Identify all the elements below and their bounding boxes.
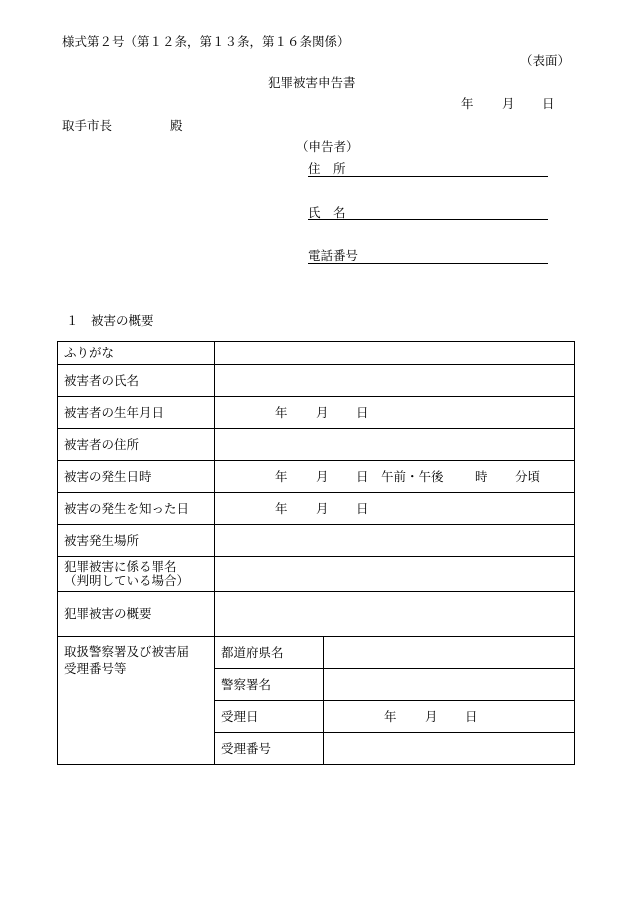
date-year-label: 年: [461, 96, 474, 111]
police-label-line1: 取扱警察署及び被害届: [64, 644, 190, 659]
table-row: [58, 525, 575, 557]
year-unit: 年: [384, 708, 397, 724]
table-row: [58, 461, 575, 493]
row-label: 被害者の住所: [58, 429, 215, 461]
row-label: 犯罪被害の概要: [58, 592, 215, 637]
station-field[interactable]: [324, 669, 575, 701]
receipt-number-field[interactable]: [324, 733, 575, 765]
sub-label: 受理番号: [215, 733, 324, 765]
table-row: [58, 342, 575, 365]
month-unit: 月: [316, 404, 329, 420]
row-label: [58, 637, 215, 765]
row-label: 被害者の氏名: [58, 365, 215, 397]
section-heading: １ 被害の概要: [66, 313, 154, 328]
table-row: [58, 592, 575, 637]
applicant-phone-line[interactable]: [308, 263, 548, 264]
form-no: 様式第２号（第１２条，第１３条，第１６条関係）: [62, 34, 350, 49]
prefecture-field[interactable]: [324, 637, 575, 669]
row-label: 被害の発生日時: [58, 461, 215, 493]
hour-unit: 時: [475, 468, 488, 484]
table-row: [58, 637, 575, 669]
date-month-label: 月: [502, 96, 515, 111]
applicant-address-label: 住 所: [308, 161, 346, 176]
furigana-field[interactable]: [215, 342, 575, 365]
day-unit: 日: [356, 468, 369, 484]
table-row: [58, 397, 575, 429]
day-unit: 日: [356, 404, 369, 420]
row-label: 被害者の生年月日: [58, 397, 215, 429]
minute-unit: 分頃: [515, 468, 541, 484]
table-row: [58, 493, 575, 525]
row-label: 被害発生場所: [58, 525, 215, 557]
applicant-name-line[interactable]: [308, 219, 548, 220]
form-side: （表面）: [520, 53, 571, 68]
birthdate-field[interactable]: [215, 397, 575, 429]
victim-address-field[interactable]: [215, 429, 575, 461]
sub-label: 警察署名: [215, 669, 324, 701]
place-field[interactable]: [215, 525, 575, 557]
year-unit: 年: [275, 404, 288, 420]
applicant-label: （申告者）: [296, 139, 359, 154]
ampm-unit: 午前・午後: [381, 468, 444, 484]
month-unit: 月: [316, 468, 329, 484]
occurrence-datetime-field[interactable]: [215, 461, 575, 493]
row-label: [58, 557, 215, 592]
damage-summary-table: [57, 341, 575, 765]
addressee: 取手市長: [62, 118, 113, 133]
sub-label: 受理日: [215, 701, 324, 733]
date-day-label: 日: [542, 96, 555, 111]
known-date-field[interactable]: [215, 493, 575, 525]
table-row: [58, 429, 575, 461]
day-unit: 日: [356, 500, 369, 516]
year-unit: 年: [275, 500, 288, 516]
row-label: 被害の発生を知った日: [58, 493, 215, 525]
day-unit: 日: [465, 708, 478, 724]
crime-name-label-line1: 犯罪被害に係る罪名: [64, 558, 177, 574]
applicant-phone-label: 電話番号: [308, 248, 359, 263]
form-title: 犯罪被害申告書: [268, 75, 356, 90]
applicant-name-label: 氏 名: [308, 205, 346, 220]
crime-name-field[interactable]: [215, 557, 575, 592]
table-row: [58, 365, 575, 397]
month-unit: 月: [425, 708, 438, 724]
sub-label: 都道府県名: [215, 637, 324, 669]
receipt-date-field[interactable]: [324, 701, 575, 733]
victim-name-field[interactable]: [215, 365, 575, 397]
year-unit: 年: [275, 468, 288, 484]
police-label-line2: 受理番号等: [64, 660, 127, 676]
month-unit: 月: [316, 500, 329, 516]
table-row: [58, 557, 575, 592]
summary-field[interactable]: [215, 592, 575, 637]
applicant-address-line[interactable]: [308, 176, 548, 177]
crime-name-label-line2: （判明している場合）: [64, 573, 190, 588]
row-label: ふりがな: [58, 342, 215, 365]
addressee-honorific: 殿: [170, 118, 183, 133]
